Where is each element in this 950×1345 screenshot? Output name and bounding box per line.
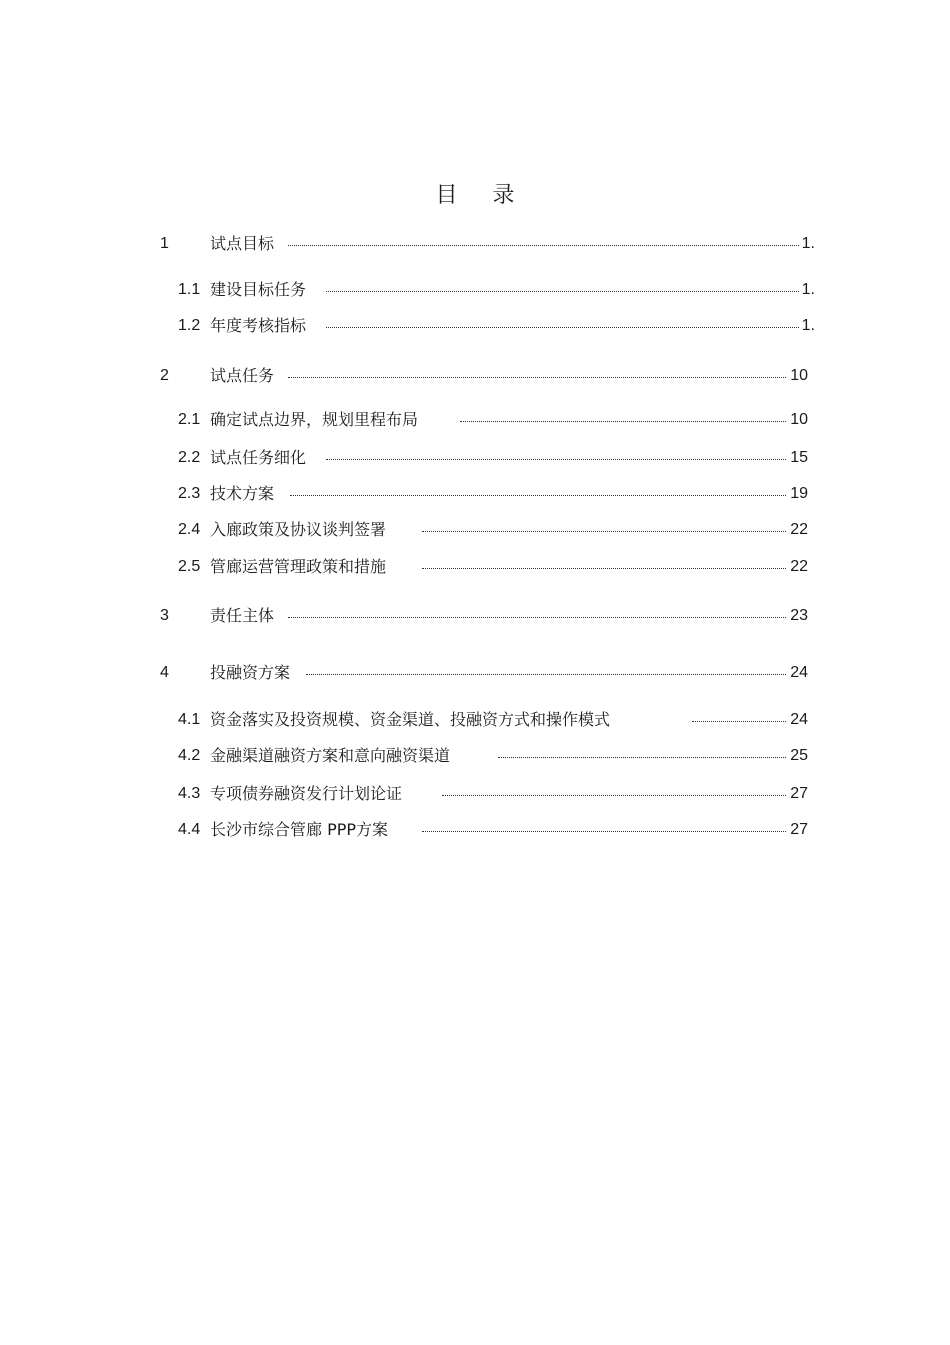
toc-dot-leader	[422, 831, 786, 832]
toc-entry-page: 22	[790, 558, 808, 575]
toc-entry-page: 23	[790, 607, 808, 624]
toc-entry-page: 24	[790, 664, 808, 681]
toc-dot-leader	[442, 795, 786, 796]
toc-entry-page: 15	[790, 449, 808, 466]
toc-entry-title: 建设目标任务	[210, 280, 307, 299]
toc-entry-number: 3	[160, 607, 169, 624]
toc-entry[interactable]	[178, 818, 808, 842]
toc-entry-title: 确定试点边界，规划里程布局	[210, 410, 419, 429]
toc-entry-page: 22	[790, 521, 808, 538]
toc-dot-leader	[326, 291, 799, 292]
toc-entry[interactable]	[178, 278, 815, 302]
toc-dot-leader	[422, 568, 786, 569]
toc-entry-page: 27	[790, 785, 808, 802]
page-title: 目 录	[435, 183, 529, 208]
toc-entry-number: 1.2	[178, 317, 201, 334]
toc-entry[interactable]	[178, 314, 815, 338]
toc-dot-leader	[460, 421, 786, 422]
toc-entry[interactable]	[178, 408, 808, 432]
toc-entry-page: 10	[790, 367, 808, 384]
toc-entry-title: 技术方案	[210, 484, 275, 503]
toc-entry-number: 2	[160, 367, 169, 384]
toc-entry-title: 试点任务	[210, 366, 275, 385]
toc-entry-title: 资金落实及投资规模、资金渠道、投融资方式和操作模式	[210, 710, 611, 729]
toc-entry-title: 责任主体	[210, 606, 275, 625]
toc-dot-leader	[288, 377, 786, 378]
toc-entry-page: 10	[790, 411, 808, 428]
toc-entry-title: 专项债券融资发行计划论证	[210, 784, 403, 803]
toc-entry-number: 4	[160, 664, 169, 681]
toc-dot-leader	[422, 531, 786, 532]
toc-entry-page: 24	[790, 711, 808, 728]
toc-entry[interactable]	[178, 482, 808, 506]
toc-dot-leader	[290, 495, 786, 496]
toc-entry-number: 1.1	[178, 281, 201, 298]
toc-entry-number: 2.5	[178, 558, 201, 575]
toc-entry-page: 25	[790, 747, 808, 764]
toc-entry-page: 1.	[801, 317, 815, 334]
toc-entry-page: 27	[790, 821, 808, 838]
toc-dot-leader	[306, 674, 786, 675]
toc-entry[interactable]	[178, 555, 808, 579]
toc-entry[interactable]	[160, 364, 808, 388]
toc-entry-page: 1.	[801, 235, 815, 252]
toc-dot-leader	[326, 459, 786, 460]
toc-entry-number: 2.3	[178, 485, 201, 502]
toc-entry-title: 试点任务细化	[210, 448, 307, 467]
toc-dot-leader	[498, 757, 786, 758]
toc-entry[interactable]	[178, 446, 808, 470]
toc-entry-page: 1.	[801, 281, 815, 298]
toc-dot-leader	[288, 617, 786, 618]
toc-entry-number: 4.4	[178, 821, 201, 838]
toc-entry-number: 1	[160, 235, 169, 252]
toc-entry[interactable]	[160, 232, 815, 256]
toc-entry-title: 投融资方案	[210, 663, 291, 682]
toc-entry-title: 入廊政策及协议谈判签署	[210, 520, 387, 539]
toc-entry[interactable]	[178, 708, 808, 732]
toc-entry-title: 年度考核指标	[210, 316, 307, 335]
toc-entry[interactable]	[178, 744, 808, 768]
toc-entry[interactable]	[160, 604, 808, 628]
toc-entry-title: 试点目标	[210, 234, 275, 253]
toc-entry-page: 19	[790, 485, 808, 502]
toc-entry-number: 4.1	[178, 711, 201, 728]
toc-entry[interactable]	[178, 782, 808, 806]
toc-entry-number: 2.2	[178, 449, 201, 466]
toc-entry[interactable]	[160, 661, 808, 685]
toc-entry[interactable]	[178, 518, 808, 542]
toc-entry-title: 管廊运营管理政策和措施	[210, 557, 387, 576]
toc-dot-leader	[288, 245, 799, 246]
toc-entry-title: 长沙市综合管廊 PPP方案	[210, 820, 389, 839]
toc-dot-leader	[692, 721, 786, 722]
toc-entry-number: 2.1	[178, 411, 201, 428]
toc-entry-number: 2.4	[178, 521, 201, 538]
toc-entry-number: 4.3	[178, 785, 201, 802]
toc-entry-title: 金融渠道融资方案和意向融资渠道	[210, 746, 451, 765]
toc-entry-number: 4.2	[178, 747, 201, 764]
toc-dot-leader	[326, 327, 799, 328]
